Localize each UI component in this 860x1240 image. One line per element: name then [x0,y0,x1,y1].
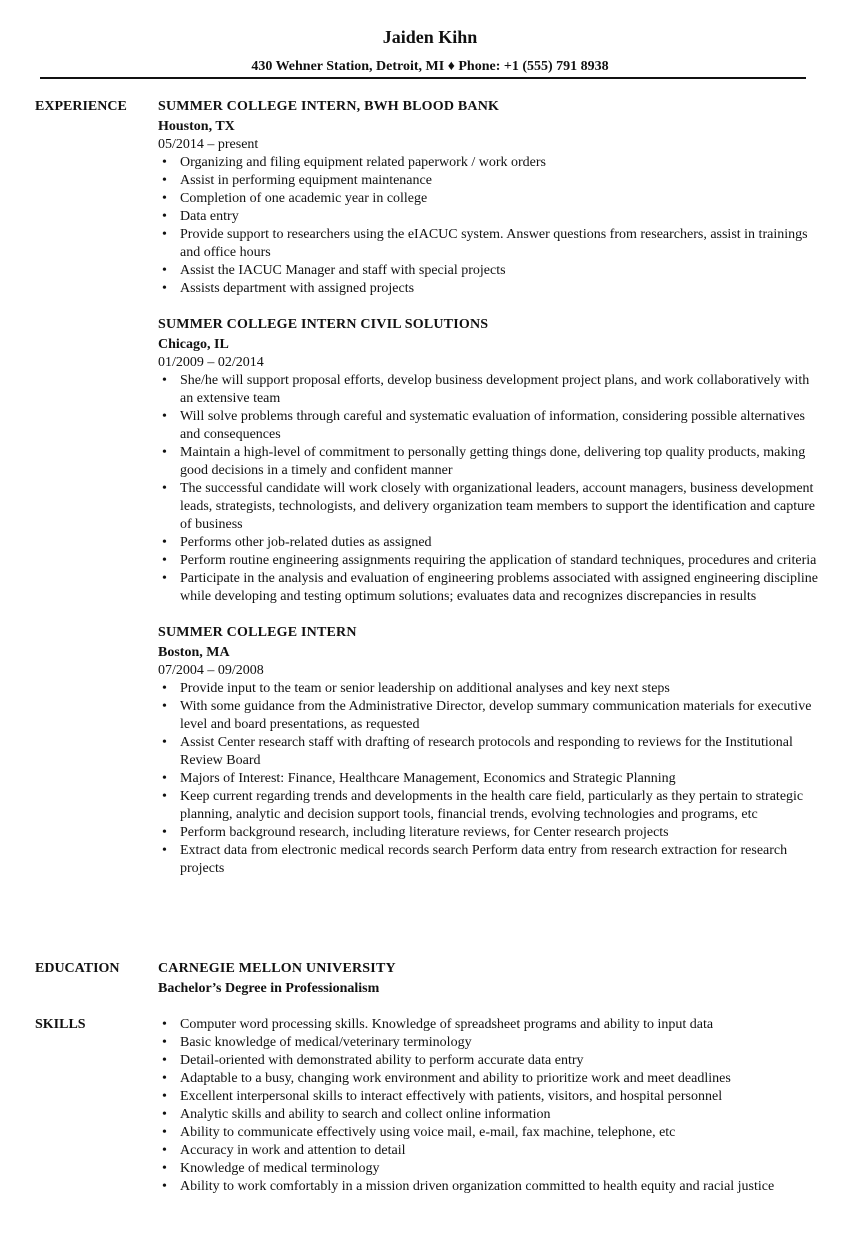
candidate-name: Jaiden Kihn [382,27,478,47]
list-item [158,1178,818,1196]
bullet-icon: • [162,1161,167,1176]
bullet-icon: • [162,535,167,550]
list-item [158,1034,818,1052]
skill-text: Adaptable to a busy, changing work environment and ability to prioritize work and meet deadlines [180,1071,731,1086]
job-bullets [158,154,818,298]
bullet-icon: • [162,789,167,804]
list-item [158,154,818,172]
bullet-icon: • [162,227,167,242]
section-label-education: EDUCATION [35,961,120,976]
bullet-icon: • [162,1035,167,1050]
bullet-text: The successful candidate will work closely with organizational leaders, account managers, business development leads, strategists, technologists, and delivery organization team members to support the identification and capture of business [180,481,816,532]
list-item [158,408,818,444]
skill-text: Analytic skills and ability to search and collect online information [180,1107,551,1122]
section-label-experience: EXPERIENCE [35,99,127,114]
bullet-text: Participate in the analysis and evaluation of engineering problems associated with assigned engineering discipline while developing and testing optimum solutions; evaluates data and recognizes discrepancies in results [180,571,818,604]
list-item [158,770,818,788]
bullet-icon: • [162,373,167,388]
school-name: CARNEGIE MELLON UNIVERSITY [158,961,396,976]
education-entry [158,960,818,998]
bullet-icon: • [162,209,167,224]
bullet-text: Majors of Interest: Finance, Healthcare Management, Economics and Strategic Planning [180,771,676,786]
skill-text: Ability to communicate effectively using voice mail, e-mail, fax machine, telephone, etc [180,1125,676,1140]
bullet-icon: • [162,825,167,840]
bullet-icon: • [162,1179,167,1194]
list-item [158,444,818,480]
list-item [158,842,818,878]
skill-text: Detail-oriented with demonstrated ability to perform accurate data entry [180,1053,584,1068]
section-label-skills: SKILLS [35,1017,86,1032]
bullet-icon: • [162,1071,167,1086]
header-divider [40,77,806,79]
bullet-icon: • [162,843,167,858]
list-item [158,372,818,408]
job-location: Houston, TX [158,119,235,134]
bullet-icon: • [162,481,167,496]
list-item [158,1106,818,1124]
list-item [158,1160,818,1178]
job-bullets [158,680,818,878]
bullet-icon: • [162,1107,167,1122]
bullet-text: Provide input to the team or senior leadership on additional analyses and key next steps [180,681,670,696]
contact-info: 430 Wehner Station, Detroit, MI ♦ Phone: +1 (555) 791 8938 [251,59,609,74]
bullet-icon: • [162,553,167,568]
skill-text: Knowledge of medical terminology [180,1161,380,1176]
list-item [158,788,818,824]
job-location: Chicago, IL [158,337,229,352]
bullet-text: With some guidance from the Administrative Director, develop summary communication materials for executive level and board presentations, as requested [180,699,812,732]
job-title: SUMMER COLLEGE INTERN [158,625,357,640]
list-item [158,1052,818,1070]
list-item [158,824,818,842]
list-item [158,1124,818,1142]
list-item [158,1070,818,1088]
bullet-icon: • [162,1053,167,1068]
bullet-text: Completion of one academic year in college [180,191,428,206]
skill-text: Basic knowledge of medical/veterinary terminology [180,1035,472,1050]
bullet-icon: • [162,191,167,206]
list-item [158,570,818,606]
list-item [158,1016,818,1034]
bullet-text: Assist Center research staff with drafting of research protocols and responding to reviews for the Institutional Review Board [180,735,793,768]
job-location: Boston, MA [158,645,230,660]
bullet-text: Perform routine engineering assignments requiring the application of standard techniques, procedures and criteria [180,553,817,568]
list-item [158,734,818,770]
job-title: SUMMER COLLEGE INTERN CIVIL SOLUTIONS [158,317,489,332]
bullet-text: Maintain a high-level of commitment to personally getting things done, delivering top quality products, making good decisions in a timely and confident manner [180,445,806,478]
bullet-text: Provide support to researchers using the eIACUC system. Answer questions from researchers, assist in trainings and office hours [180,227,808,260]
skill-text: Ability to work comfortably in a mission driven organization committed to health equity and racial justice [180,1179,775,1194]
job-bullets [158,372,818,606]
bullet-icon: • [162,699,167,714]
bullet-icon: • [162,681,167,696]
bullet-text: Perform background research, including literature reviews, for Center research projects [180,825,669,840]
bullet-text: Extract data from electronic medical records search Perform data entry from research extraction for research projects [180,843,788,876]
bullet-icon: • [162,445,167,460]
resume-header [0,26,860,76]
job-dates: 07/2004 – 09/2008 [158,663,264,678]
bullet-text: Organizing and filing equipment related paperwork / work orders [180,155,546,170]
bullet-icon: • [162,1125,167,1140]
list-item [158,480,818,534]
bullet-icon: • [162,1017,167,1032]
experience-list [158,98,818,896]
bullet-icon: • [162,409,167,424]
bullet-icon: • [162,173,167,188]
skills-list [158,1016,818,1196]
skills-list-container [158,1016,818,1196]
list-item [158,1088,818,1106]
bullet-icon: • [162,281,167,296]
bullet-text: Will solve problems through careful and systematic evaluation of information, considering possible alternatives and consequences [180,409,805,442]
job-dates: 01/2009 – 02/2014 [158,355,264,370]
list-item [158,698,818,734]
bullet-icon: • [162,1143,167,1158]
skill-text: Computer word processing skills. Knowledge of spreadsheet programs and ability to input data [180,1017,714,1032]
bullet-icon: • [162,1089,167,1104]
bullet-text: She/he will support proposal efforts, develop business development project plans, and work collaboratively with an extensive team [180,373,810,406]
list-item [158,534,818,552]
job-entry [158,624,818,878]
list-item [158,172,818,190]
job-entry [158,316,818,606]
skill-text: Accuracy in work and attention to detail [180,1143,406,1158]
job-dates: 05/2014 – present [158,137,259,152]
bullet-text: Performs other job-related duties as assigned [180,535,432,550]
degree: Bachelor’s Degree in Professionalism [158,981,380,996]
list-item [158,226,818,262]
list-item [158,552,818,570]
list-item [158,1142,818,1160]
bullet-text: Assist in performing equipment maintenance [180,173,432,188]
job-entry [158,98,818,298]
job-title: SUMMER COLLEGE INTERN, BWH BLOOD BANK [158,99,500,114]
list-item [158,680,818,698]
bullet-icon: • [162,571,167,586]
list-item [158,280,818,298]
skill-text: Excellent interpersonal skills to interact effectively with patients, visitors, and hospital personnel [180,1089,723,1104]
bullet-icon: • [162,263,167,278]
list-item [158,190,818,208]
bullet-icon: • [162,155,167,170]
bullet-text: Data entry [180,209,239,224]
bullet-text: Keep current regarding trends and developments in the health care field, particularly as they pertain to strategic planning, analytic and decision support tools, financial trends, evolving technologies and programs, etc [180,789,804,822]
bullet-text: Assist the IACUC Manager and staff with special projects [180,263,506,278]
bullet-text: Assists department with assigned projects [180,281,415,296]
bullet-icon: • [162,735,167,750]
bullet-icon: • [162,771,167,786]
list-item [158,262,818,280]
list-item [158,208,818,226]
